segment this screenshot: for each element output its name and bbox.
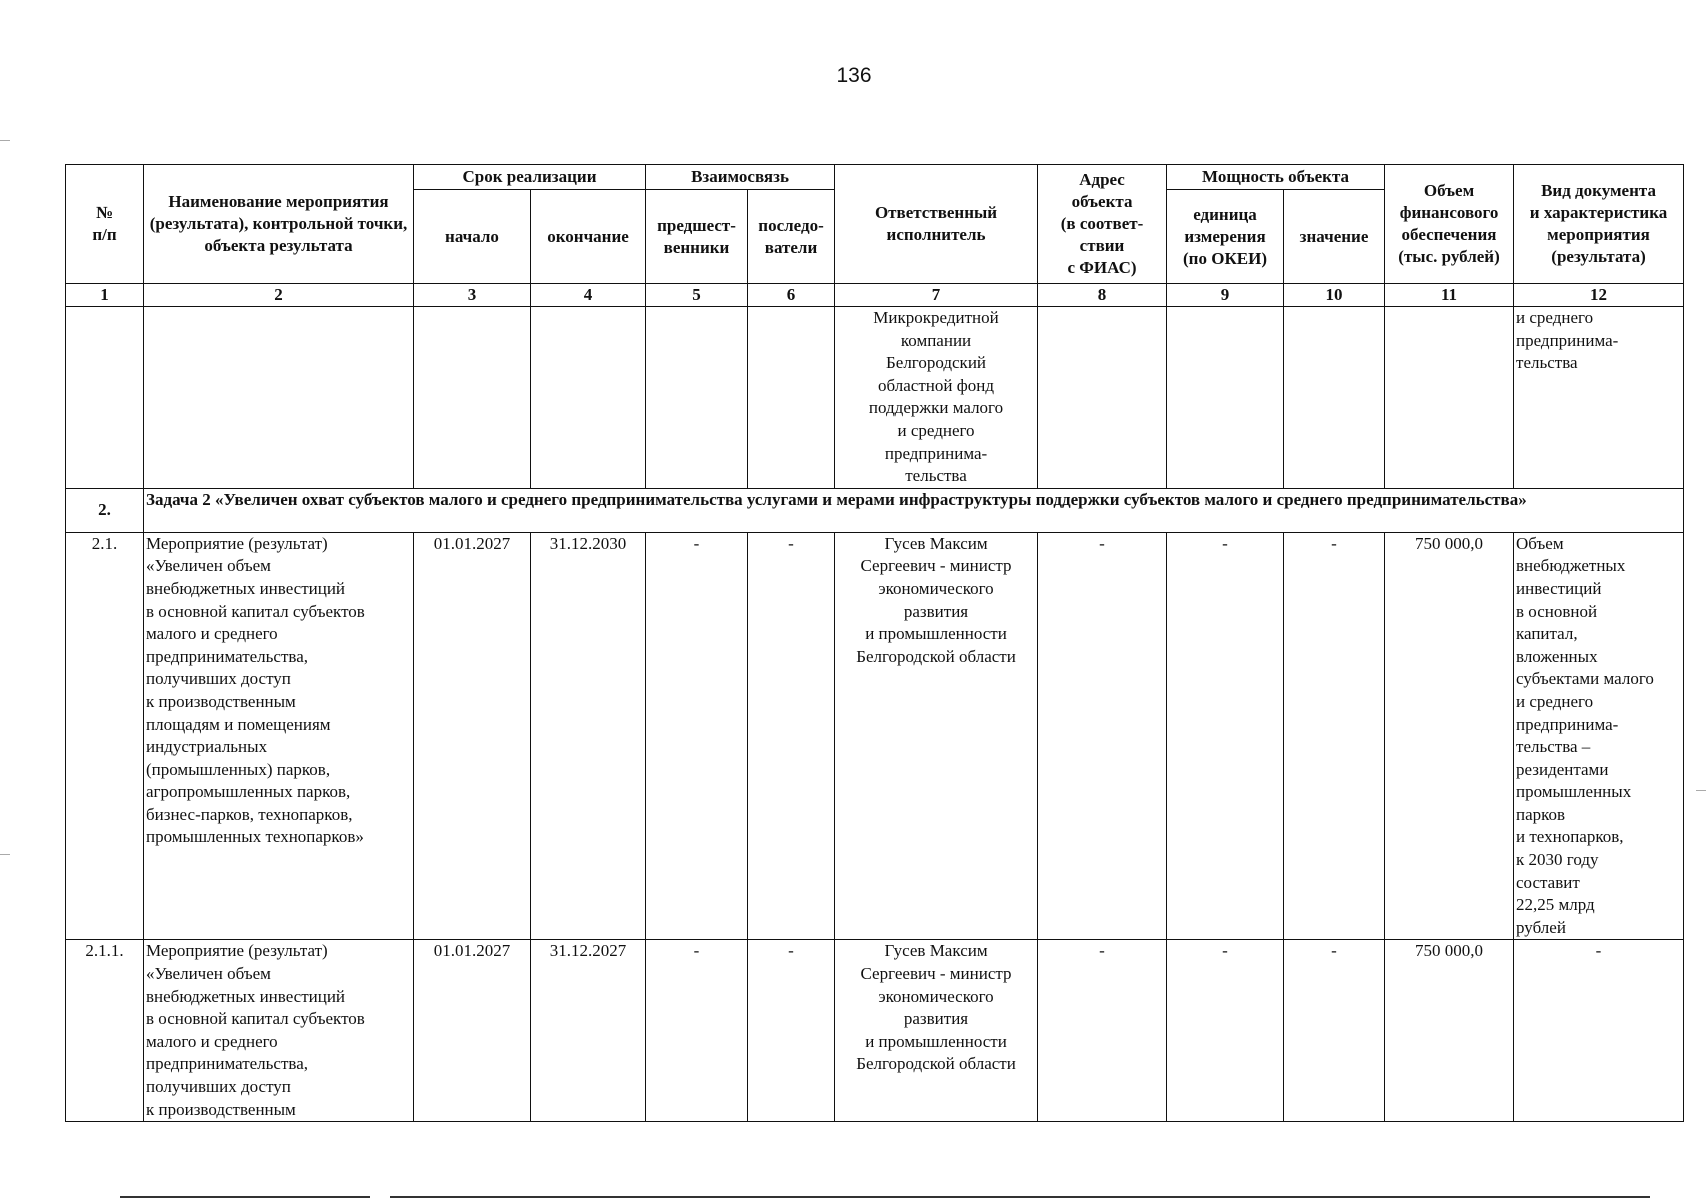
header-start: начало [414, 190, 531, 284]
cell-empty [646, 307, 748, 489]
col-number: 11 [1385, 284, 1514, 307]
col-number: 8 [1038, 284, 1167, 307]
col-number: 6 [748, 284, 835, 307]
cell-empty [144, 307, 414, 489]
margin-mark [0, 854, 10, 855]
cell-num: 2.1. [66, 532, 144, 940]
col-number: 9 [1167, 284, 1284, 307]
cell-empty [748, 307, 835, 489]
col-number: 3 [414, 284, 531, 307]
cell-name: Мероприятие (результат) «Увеличен объем внебюджетных инвестиций в основной капитал субъектов малого и среднего предпринимательства, получивших доступ к производственным [144, 940, 414, 1122]
header-end: окончание [531, 190, 646, 284]
header-name: Наименование мероприятия (результата), контрольной точки, объекта результата [144, 165, 414, 284]
col-number: 5 [646, 284, 748, 307]
table-row [66, 532, 1684, 940]
cell-doc: и среднего предпринима- тельства [1514, 307, 1684, 489]
cell-empty [531, 307, 646, 489]
col-number: 10 [1284, 284, 1385, 307]
cell-value: - [1284, 532, 1385, 940]
page-bottom-rule [390, 1196, 1650, 1198]
cell-pred: - [646, 532, 748, 940]
cell-doc: - [1514, 940, 1684, 1122]
cell-value: - [1284, 940, 1385, 1122]
col-number: 2 [144, 284, 414, 307]
header-period: Срок реализации [414, 165, 646, 190]
margin-mark [0, 140, 10, 141]
header-value: значение [1284, 190, 1385, 284]
cell-empty [1038, 307, 1167, 489]
header-doc: Вид документа и характеристика мероприятия (результата) [1514, 165, 1684, 284]
page-number: 136 [836, 64, 872, 87]
measures-table [65, 164, 1684, 1122]
header-address: Адрес объекта (в соответ- ствии с ФИАС) [1038, 165, 1167, 284]
cell-empty [1284, 307, 1385, 489]
cell-succ: - [748, 940, 835, 1122]
header-link: Взаимосвязь [646, 165, 835, 190]
col-number: 7 [835, 284, 1038, 307]
margin-mark [1696, 790, 1706, 791]
page-bottom-rule [120, 1196, 370, 1198]
col-number: 1 [66, 284, 144, 307]
header-pred: предшест- венники [646, 190, 748, 284]
cell-unit: - [1167, 532, 1284, 940]
cell-pred: - [646, 940, 748, 1122]
header-capacity: Мощность объекта [1167, 165, 1385, 190]
cell-end: 31.12.2027 [531, 940, 646, 1122]
cell-responsible: Гусев Максим Сергеевич - министр экономического развития и промышленности Белгородской области [835, 940, 1038, 1122]
cell-address: - [1038, 532, 1167, 940]
task-row [66, 488, 1684, 532]
col-number: 4 [531, 284, 646, 307]
header-finance: Объем финансового обеспечения (тыс. рублей) [1385, 165, 1514, 284]
cell-num: 2.1.1. [66, 940, 144, 1122]
cell-address: - [1038, 940, 1167, 1122]
cell-empty [414, 307, 531, 489]
header-succ: последо- ватели [748, 190, 835, 284]
cell-succ: - [748, 532, 835, 940]
table-row [66, 940, 1684, 1122]
cell-empty [1167, 307, 1284, 489]
cell-responsible: Гусев Максим Сергеевич - министр экономического развития и промышленности Белгородской области [835, 532, 1038, 940]
cell-start: 01.01.2027 [414, 940, 531, 1122]
task-title: Задача 2 «Увеличен охват субъектов малого и среднего предпринимательства услугами и мерами инфраструктуры поддержки субъектов малого и среднего предпринимательства» [144, 488, 1684, 532]
col-number: 12 [1514, 284, 1684, 307]
cell-name: Мероприятие (результат) «Увеличен объем внебюджетных инвестиций в основной капитал субъектов малого и среднего предпринимательства, получивших доступ к производственным площадям и помещениям индустриальных (промышленных) парков, агропромышленных парков, бизнес-парков, технопарков, промышленных технопарков» [144, 532, 414, 940]
cell-finance: 750 000,0 [1385, 940, 1514, 1122]
cell-end: 31.12.2030 [531, 532, 646, 940]
cell-responsible: Микрокредитной компании Белгородский областной фонд поддержки малого и среднего предпринима- тельства [835, 307, 1038, 489]
cell-finance: 750 000,0 [1385, 532, 1514, 940]
table-row-continued [66, 307, 1684, 489]
cell-unit: - [1167, 940, 1284, 1122]
cell-empty [1385, 307, 1514, 489]
header-responsible: Ответственный исполнитель [835, 165, 1038, 284]
header-unit: единица измерения (по ОКЕИ) [1167, 190, 1284, 284]
cell-start: 01.01.2027 [414, 532, 531, 940]
header-num: № п/п [66, 165, 144, 284]
task-number: 2. [66, 488, 144, 532]
cell-empty [66, 307, 144, 489]
cell-doc: Объем внебюджетных инвестиций в основной капитал, вложенных субъектами малого и среднего предпринима- тельства – резидентами промышленных парков и технопарков, к 2030 году составит 22,25 млрд рублей [1514, 532, 1684, 940]
